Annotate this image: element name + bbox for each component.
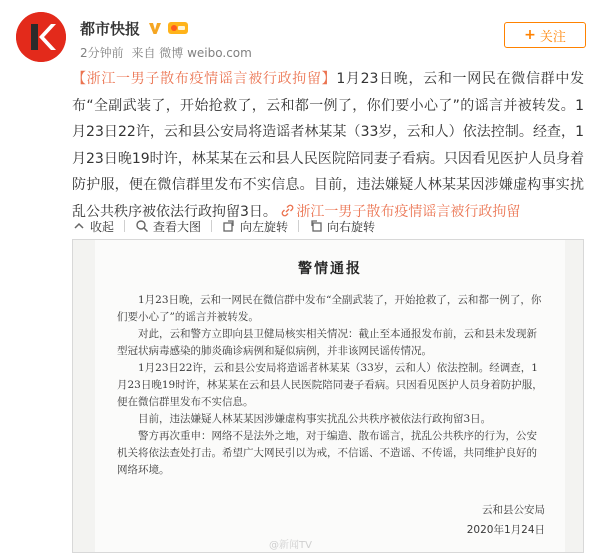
notice-paragraph: 对此，云和警方立即向县卫健局核实相关情况：截止至本通报发布前，云和县未发现新型冠状病毒感染的肺炎确诊病例和疑似病例，并非该网民谣传情况。: [117, 328, 537, 357]
post-content: 1月23日晚，云和一网民在微信群中发布“全副武装了，开始抢救了，云和都一例了，你们要小心了”的谣言并被转发。1月23日22许，云和县公安局将造谣者林某某（33岁，云和人）依法控制。经查，1月23日晚19时许，林某某在云和县人民医院陪同妻子看病。只因看见医护人员身着防护服，便在微信群里发布不实信息。目前，违法嫌疑人林某某因涉嫌虚构事实扰乱公共秩序被依法行政拘留3日。: [72, 71, 584, 220]
post-meta: [80, 44, 256, 61]
police-notice-image[interactable]: [72, 239, 584, 553]
notice-body: [117, 292, 543, 479]
notice-paper: [95, 240, 565, 553]
logo-icon: [16, 12, 66, 62]
post-body: [72, 66, 584, 225]
divider: [211, 220, 212, 232]
article-link-text: 浙江一男子散布疫情谣言被行政拘留: [296, 203, 521, 220]
notice-paragraph: 警方再次重申：网络不是法外之地，对于编造、散布谣言，扰乱公共秩序的行为，公安机关将依法查处打击。希望广大网民引以为戒，不信谣、不造谣、不传谣，共同维护良好的网络环境。: [117, 430, 537, 476]
view-large-label: 查看大图: [153, 219, 202, 234]
user-name[interactable]: 都市快报: [80, 20, 141, 38]
rotate-right-label: 向右旋转: [327, 219, 376, 234]
post-time[interactable]: 2分钟前: [80, 46, 124, 60]
image-action-bar: [72, 216, 375, 236]
post-source: 来自 微博 weibo.com: [131, 46, 252, 60]
topic-tag[interactable]: 【浙江一男子散布疫情谣言被行政拘留】: [72, 71, 337, 87]
rotate-left-icon: [222, 219, 236, 233]
rotate-left-button[interactable]: [222, 218, 288, 235]
verified-icon: [147, 20, 163, 36]
vip-badge-icon: [167, 20, 189, 36]
link-icon: [281, 204, 294, 217]
follow-label: 关注: [539, 29, 566, 45]
divider: [298, 220, 299, 232]
collapse-button[interactable]: [72, 218, 114, 235]
magnifier-icon: [135, 219, 149, 233]
rotate-right-button[interactable]: [309, 218, 375, 235]
rotate-right-icon: [309, 219, 323, 233]
watermark: @新闻TV: [269, 540, 312, 551]
notice-title: 警情通报: [298, 261, 362, 277]
divider: [124, 220, 125, 232]
notice-paragraph: 目前，违法嫌疑人林某某因涉嫌虚构事实扰乱公共秩序被依法行政拘留3日。: [138, 413, 492, 425]
plus-icon: +: [524, 27, 536, 43]
collapse-icon: [72, 219, 86, 233]
notice-signer: 云和县公安局: [482, 504, 545, 516]
post-header: [16, 12, 584, 60]
avatar[interactable]: [16, 12, 66, 62]
notice-date: 2020年1月24日: [466, 524, 545, 536]
view-large-button[interactable]: [135, 218, 201, 235]
notice-paragraph: 1月23日22许，云和县公安局将造谣者林某某（33岁，云和人）依法控制。经调查，1月23日晚19时许，林某某在云和县人民医院陪同妻子看病。只因看见医护人员身着防护服，便在微信群里发布不实信息。: [117, 362, 543, 408]
notice-paragraph: 1月23日晚，云和一网民在微信群中发布“全副武装了，开始抢救了，云和都一例了，你们要小心了”的谣言并被转发。: [117, 294, 542, 323]
collapse-label: 收起: [90, 219, 115, 234]
rotate-left-label: 向左旋转: [240, 219, 289, 234]
follow-button[interactable]: [504, 22, 586, 48]
